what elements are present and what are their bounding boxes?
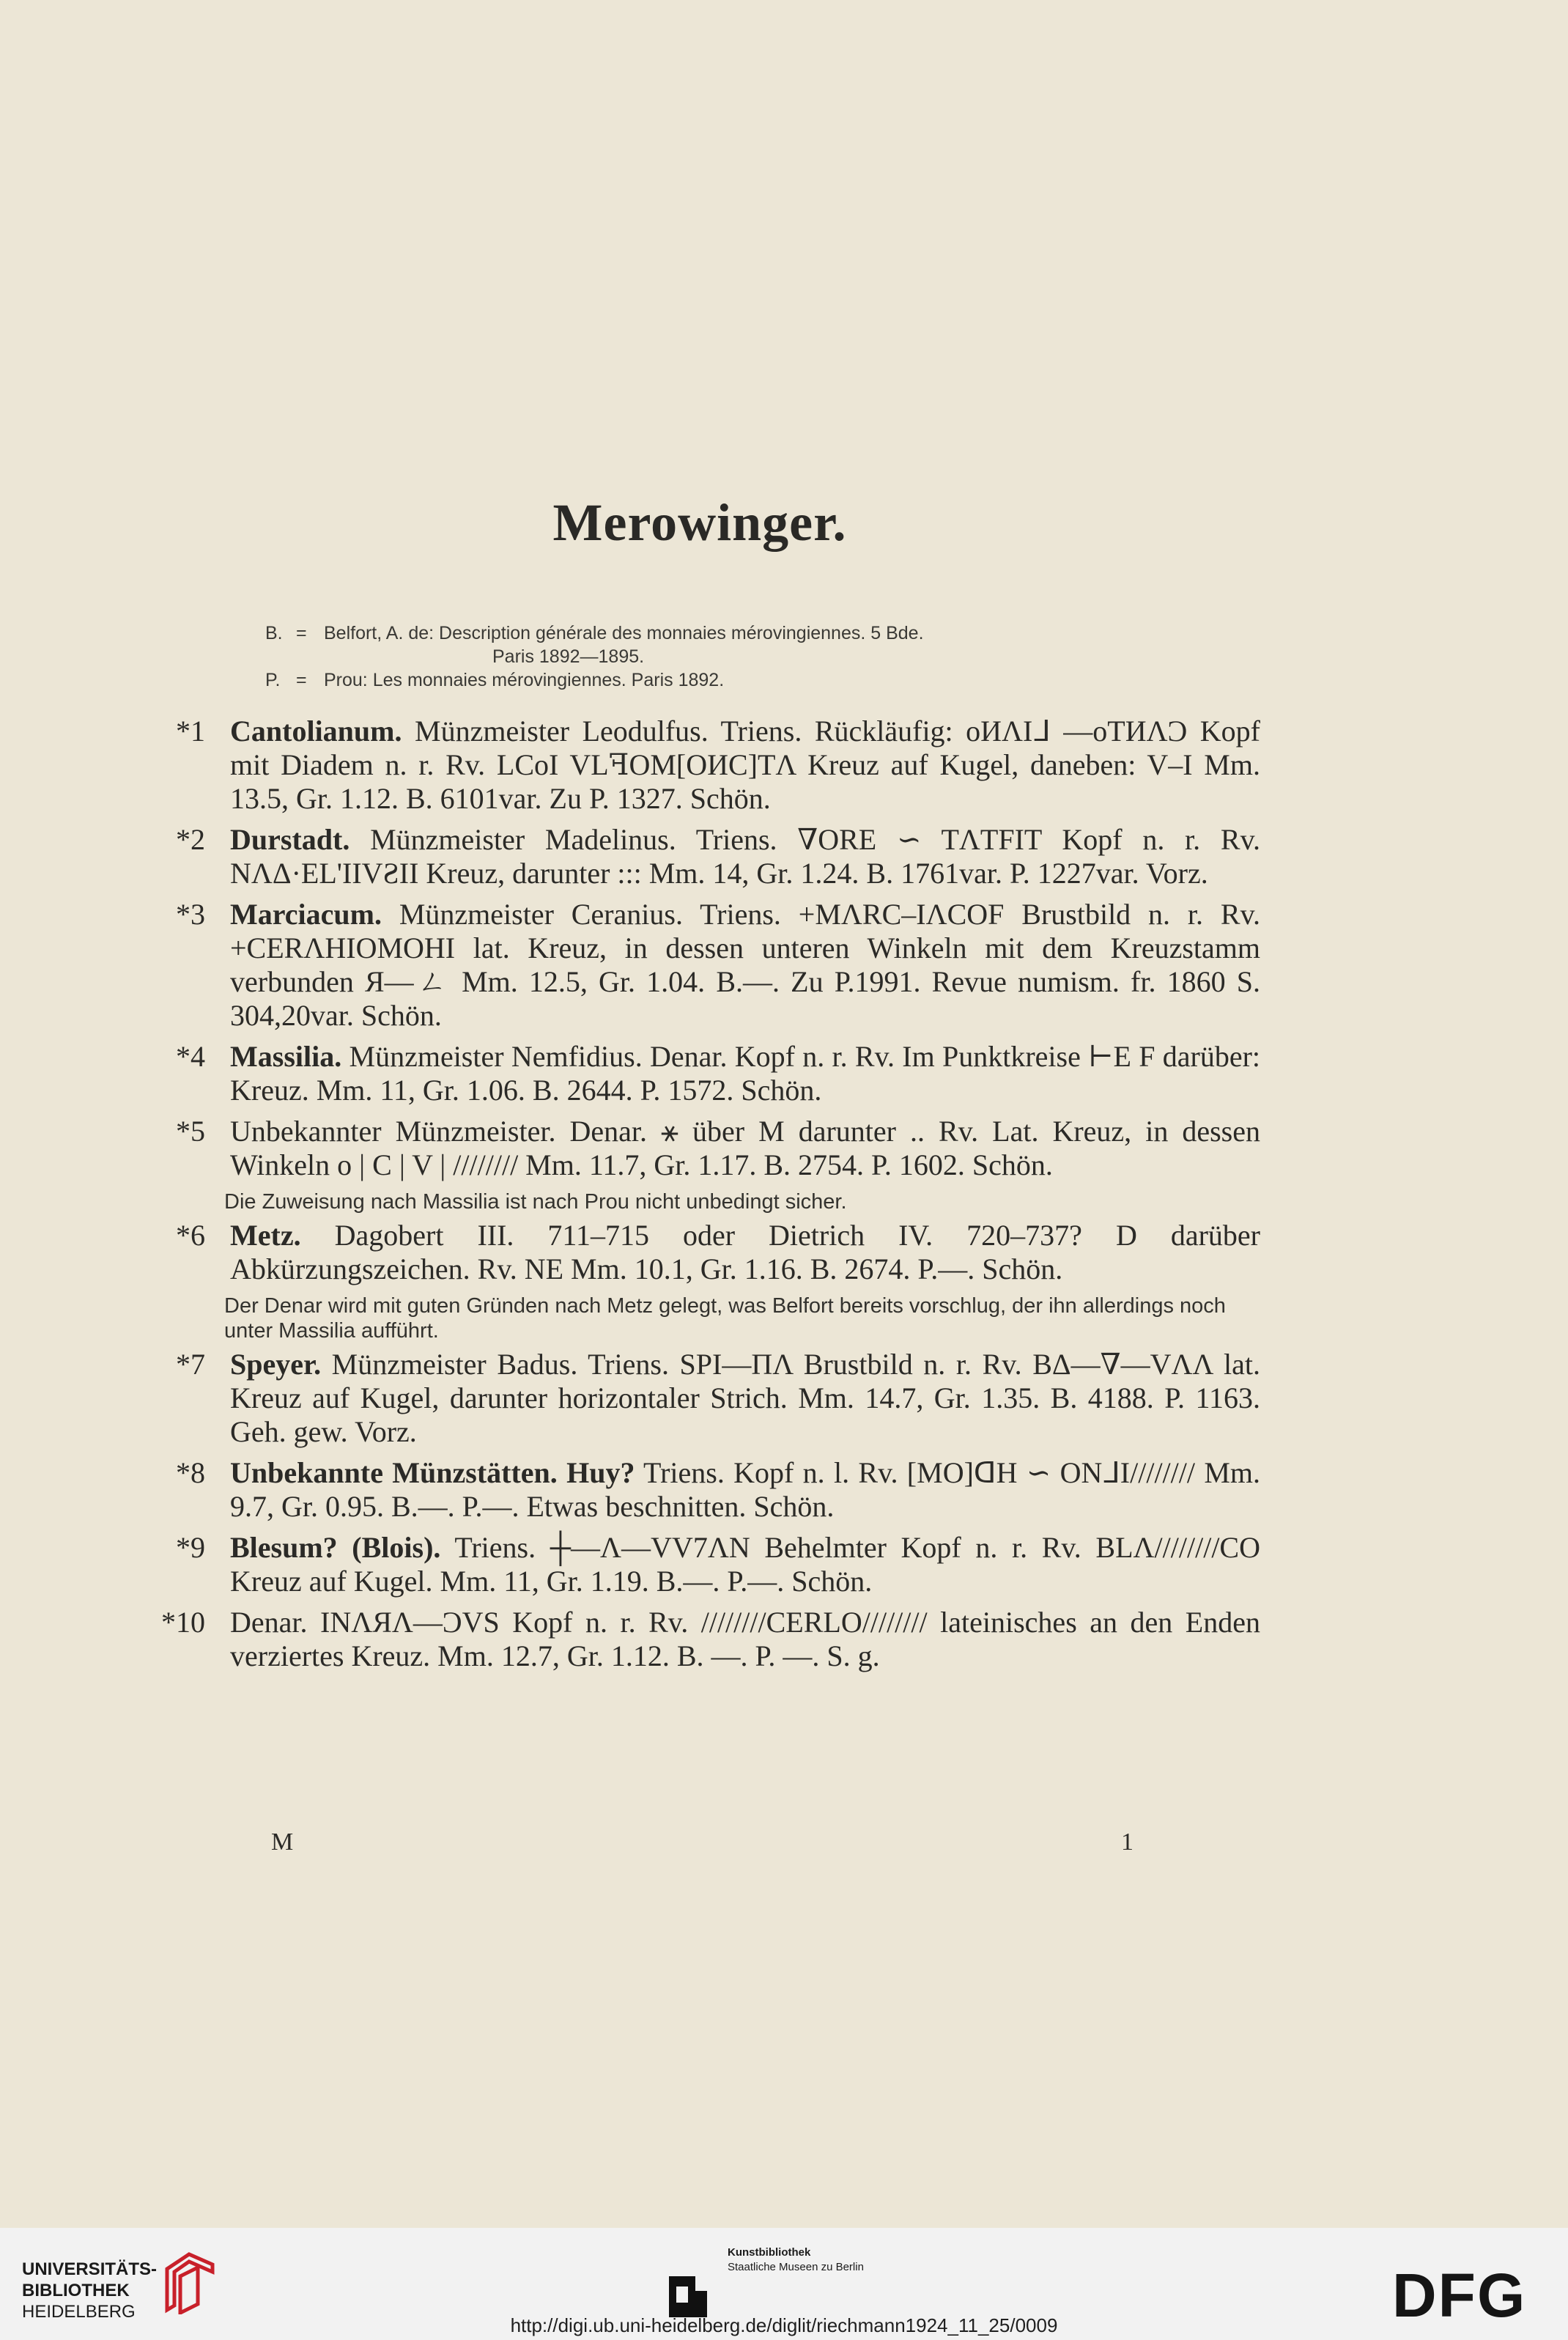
reference-text: Prou: Les monnaies mérovingiennes. Paris 1892. xyxy=(324,670,725,690)
entry-text xyxy=(230,1115,1260,1182)
entry-number: *9 xyxy=(176,1531,205,1564)
reference-abbr: P. xyxy=(265,670,281,690)
catalog-entry xyxy=(147,1115,1260,1182)
entry-note: Der Denar wird mit guten Gründen nach Metz gelegt, was Belfort bereits vorschlug, der ihn allerdings noch unter Massilia aufführt. xyxy=(224,1294,1226,1343)
catalog-entry xyxy=(147,898,1260,1033)
entry-number: *6 xyxy=(176,1219,205,1252)
catalog-entry xyxy=(147,1456,1260,1524)
kb-line2: Staatliche Museen zu Berlin xyxy=(728,2261,864,2273)
entry-text xyxy=(230,898,1260,1033)
entry-description: Triens. Kopf n. l. Rv. [MO]ꓷH ∽ ONᒧI//////// Mm. 9.7, Gr. 0.95. B.—. P.—. Etwas beschnitten. Schön. xyxy=(230,1456,1260,1523)
printer-signature: M xyxy=(271,1828,294,1856)
entry-place: Speyer. xyxy=(230,1348,322,1381)
permalink-url[interactable]: http://digi.ub.uni-heidelberg.de/diglit/riechmann1924_11_25/0009 xyxy=(510,2314,1058,2336)
catalog-entry xyxy=(147,1219,1260,1286)
entry-text xyxy=(230,1531,1260,1598)
digitization-footer xyxy=(0,2228,1568,2340)
entry-number: *4 xyxy=(176,1040,205,1073)
entry-place: Metz. xyxy=(230,1219,301,1252)
entry-text xyxy=(230,823,1260,890)
reference-continuation: Paris 1892—1895. xyxy=(492,646,645,667)
entry-number: *8 xyxy=(176,1456,205,1489)
catalog-entries xyxy=(147,715,1260,1680)
entry-number: *2 xyxy=(176,823,205,856)
reference-equals: = xyxy=(296,670,307,690)
reference-list xyxy=(265,621,1181,692)
entry-place: Unbekannte Münzstätten. Huy? xyxy=(230,1456,635,1489)
catalog-entry xyxy=(147,1040,1260,1107)
catalog-entry xyxy=(147,823,1260,890)
entry-description: Unbekannter Münzmeister. Denar. ⚹ über M darunter .. Rv. Lat. Kreuz, in dessen Winkeln o | C | V | //////// Mm. 11.7, Gr. 1.17. B. 2754. P. 1602. Schön. xyxy=(230,1115,1260,1181)
entry-number: *3 xyxy=(176,898,205,931)
entry-number: *1 xyxy=(176,715,205,748)
entry-place: Durstadt. xyxy=(230,823,350,856)
dfg-logo[interactable]: DFG xyxy=(1392,2261,1527,2330)
entry-note: Die Zuweisung nach Massilia ist nach Prou nicht unbedingt sicher. xyxy=(224,1190,847,1214)
entry-description: Münzmeister Leodulfus. Triens. Rückläufig: oИΛIᒧ —oTИΛϽ Kopf mit Diadem n. r. Rv. LCoI VLꟻOM[ΟИC]TΛ Kreuz auf Kugel, daneben: V–I Mm. 13.5, Gr. 1.12. B. 6101var. Zu P. 1327. Schön. xyxy=(230,715,1260,815)
entry-number: *10 xyxy=(161,1606,205,1639)
entry-description: Dagobert III. 711–715 oder Dietrich IV. 720–737? D darüber Abkürzungszeichen. Rv. NE Mm. 10.1, Gr. 1.16. B. 2674. P.—. Schön. xyxy=(230,1219,1260,1285)
reference-abbr: B. xyxy=(265,623,283,643)
entry-place: Marciacum. xyxy=(230,898,382,931)
catalog-entry xyxy=(147,1348,1260,1449)
kunstbibliothek-logo-icon xyxy=(669,2276,707,2317)
entry-text xyxy=(230,1606,1260,1673)
catalog-entry xyxy=(147,1531,1260,1598)
reference-text: Belfort, A. de: Description générale des monnaies mérovingiennes. 5 Bde. xyxy=(324,623,924,643)
entry-text xyxy=(230,1456,1260,1524)
ub-line3: HEIDELBERG xyxy=(22,2302,136,2322)
ub-line1: UNIVERSITÄTS- xyxy=(22,2259,158,2279)
entry-number: *5 xyxy=(176,1115,205,1148)
entry-text xyxy=(230,1348,1260,1449)
entry-description: Münzmeister Ceranius. Triens. +MΛRC–IΛCOF Brustbild n. r. Rv. +CERΛHIOMOHI lat. Kreuz, in dessen unteren Winkeln mit dem Kreuzstamm verbunden Я—ㄥ Mm. 12.5, Gr. 1.04. B.—. Zu P.1991. Revue numism. fr. 1860 S. 304,20var. Schön. xyxy=(230,898,1260,1032)
catalog-entry xyxy=(147,1606,1260,1673)
entry-description: Münzmeister Badus. Triens. SPI—ПΛ Brustbild n. r. Rv. BΔ—∇—VΛΛ lat. Kreuz auf Kugel, darunter horizontaler Strich. Mm. 14.7, Gr. 1.35. B. 4188. P. 1163. Geh. gew. Vorz. xyxy=(230,1348,1260,1448)
reference-b xyxy=(265,621,1181,645)
ub-heidelberg-wordmark[interactable] xyxy=(22,2259,157,2322)
entry-place: Massilia. xyxy=(230,1040,342,1073)
entry-description: Münzmeister Madelinus. Triens. ∇ORE ∽ TΛTFIT Kopf n. r. Rv. NΛΔ·EL'IIVƧII Kreuz, darunter ::: Mm. 14, Gr. 1.24. B. 1761var. P. 1227var. Vorz. xyxy=(230,823,1260,890)
kb-line1: Kunstbibliothek xyxy=(728,2246,811,2259)
ub-logo-icon xyxy=(160,2247,218,2314)
entry-text xyxy=(230,1219,1260,1286)
kunstbibliothek-label[interactable] xyxy=(728,2245,864,2275)
entry-description: Münzmeister Nemfidius. Denar. Kopf n. r. Rv. Im Punktkreise ⊢E F darüber: Kreuz. Mm. 11, Gr. 1.06. B. 2644. P. 1572. Schön. xyxy=(230,1040,1260,1107)
entry-text xyxy=(230,1040,1260,1107)
entry-description: Triens. ┼—Λ—VV7ΛN Behelmter Kopf n. r. Rv. BLΛ////////CO Kreuz auf Kugel. Mm. 11, Gr. 1.19. B.—. P.—. Schön. xyxy=(230,1531,1260,1598)
reference-p xyxy=(265,668,1181,692)
entry-place: Blesum? (Blois). xyxy=(230,1531,441,1564)
ub-line2: BIBLIOTHEK xyxy=(22,2281,130,2300)
reference-equals: = xyxy=(296,623,307,643)
entry-place: Cantolianum. xyxy=(230,715,402,748)
entry-description: Denar. INΛЯΛ—ϽVS Kopf n. r. Rv. ////////CERLO//////// lateinisches an den Enden verziertes Kreuz. Mm. 12.7, Gr. 1.12. B. —. P. —. S. g. xyxy=(230,1606,1260,1672)
page-number: 1 xyxy=(1121,1828,1134,1856)
entry-number: *7 xyxy=(176,1348,205,1381)
entry-text xyxy=(230,715,1260,816)
catalog-entry xyxy=(147,715,1260,816)
page-title: Merowinger. xyxy=(552,493,847,552)
